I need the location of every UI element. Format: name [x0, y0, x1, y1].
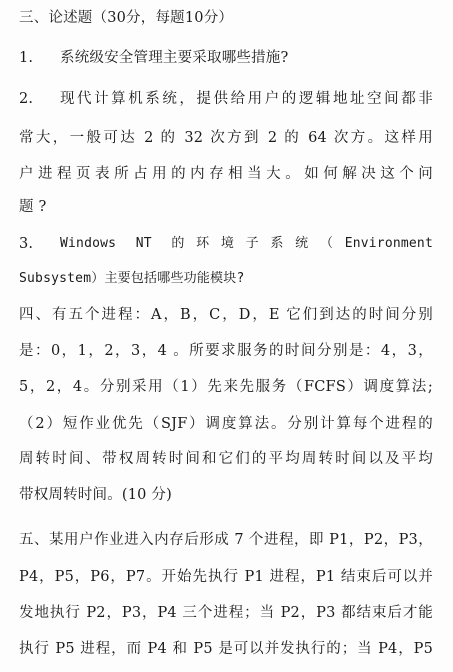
section4-text-3: 5，2，4。分别采用（1）先来先服务（FCFS）调度算法; — [19, 379, 433, 395]
section4-text-2: 是：0，1，2，3，4 。所要求服务的时间分别是：4，3， — [19, 343, 433, 359]
section-heading-text: 三、论述题（30分，每题10分） — [19, 10, 234, 26]
section4-text-1: 四、有五个进程：A，B，C，D，E 它们到达的时间分别 — [19, 307, 433, 323]
question-2-text-1: 现代计算机系统，提供给用户的逻辑地址空间都非 — [60, 91, 433, 107]
question-2-number: 2. — [19, 91, 34, 107]
question-1-number: 1. — [19, 50, 34, 66]
section5-text-1: 五、某用户作业进入内存后形成 7 个进程，即 P1，P2，P3， — [19, 532, 433, 548]
section5-text-2: P4，P5，P6，P7。开始先执行 P1 进程，P1 结束后可以并 — [19, 569, 433, 585]
question-3-text-2: Subsystem）主要包括哪些功能模块? — [19, 271, 245, 286]
section4-text-5: 周转时间、带权周转时间和它们的平均周转时间以及平均 — [19, 451, 433, 467]
section4-text-6: 带权周转时间。(10 分) — [19, 487, 172, 503]
section5-text-3: 发地执行 P2，P3，P4 三个进程；当 P2，P3 都结束后才能 — [19, 605, 433, 621]
section5-text-4: 执行 P5 进程，而 P4 和 P5 是可以并发执行的；当 P4，P5 — [19, 641, 433, 657]
question-2-text-3: 户进程页表所占用的内存相当大。如何解决这个问 — [19, 166, 433, 182]
question-2-text-4: 题 ? — [19, 199, 47, 215]
question-2-text-2: 常大，一般可达 2 的 32 次方到 2 的 64 次方。这样用 — [19, 130, 433, 146]
question-3-text-1: Windows NT 的环境子系统（Environment — [60, 236, 433, 251]
question-1-text: 系统级安全管理主要采取哪些措施? — [60, 50, 289, 66]
section4-text-4: （2）短作业优先（SJF）调度算法。分别计算每个进程的 — [19, 416, 433, 432]
question-3-number: 3. — [19, 236, 34, 252]
